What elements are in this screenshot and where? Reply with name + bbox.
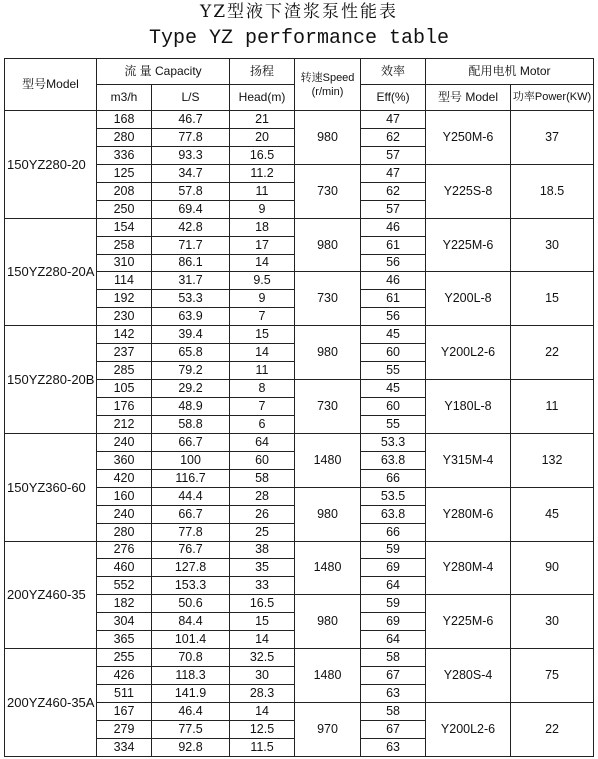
head-cell: 25: [230, 523, 295, 541]
capacity-m3h-cell: 460: [97, 559, 152, 577]
motor-power-cell: 90: [511, 541, 594, 595]
head-cell: 9.5: [230, 272, 295, 290]
capacity-m3h-cell: 420: [97, 469, 152, 487]
speed-cell: 730: [295, 164, 361, 218]
efficiency-cell: 69: [361, 559, 426, 577]
efficiency-cell: 63: [361, 685, 426, 703]
header-eff-en: Eff(%): [361, 85, 426, 111]
capacity-ls-cell: 127.8: [152, 559, 230, 577]
header-model: 型号Model: [5, 59, 97, 111]
head-cell: 14: [230, 254, 295, 272]
capacity-m3h-cell: 365: [97, 631, 152, 649]
efficiency-cell: 64: [361, 631, 426, 649]
efficiency-cell: 59: [361, 595, 426, 613]
efficiency-cell: 53.5: [361, 487, 426, 505]
capacity-m3h-cell: 237: [97, 344, 152, 362]
motor-power-cell: 30: [511, 218, 594, 272]
capacity-m3h-cell: 182: [97, 595, 152, 613]
efficiency-cell: 55: [361, 362, 426, 380]
capacity-ls-cell: 101.4: [152, 631, 230, 649]
efficiency-cell: 58: [361, 702, 426, 720]
motor-power-cell: 15: [511, 272, 594, 326]
capacity-m3h-cell: 240: [97, 505, 152, 523]
speed-cell: 980: [295, 111, 361, 165]
capacity-ls-cell: 92.8: [152, 738, 230, 756]
motor-model-cell: Y200L-8: [426, 272, 511, 326]
capacity-m3h-cell: 334: [97, 738, 152, 756]
head-cell: 21: [230, 111, 295, 129]
capacity-m3h-cell: 276: [97, 541, 152, 559]
efficiency-cell: 57: [361, 200, 426, 218]
speed-cell: 980: [295, 218, 361, 272]
head-cell: 15: [230, 326, 295, 344]
model-name-cell: 150YZ360-60: [5, 433, 97, 541]
efficiency-cell: 47: [361, 164, 426, 182]
table-row: [5, 326, 594, 344]
model-name-cell: 150YZ280-20A: [5, 218, 97, 326]
capacity-ls-cell: 93.3: [152, 146, 230, 164]
capacity-m3h-cell: 192: [97, 290, 152, 308]
capacity-ls-cell: 100: [152, 451, 230, 469]
head-cell: 17: [230, 236, 295, 254]
motor-power-cell: 45: [511, 487, 594, 541]
motor-power-cell: 22: [511, 702, 594, 756]
table-row: [5, 218, 594, 236]
motor-model-cell: Y200L2-6: [426, 702, 511, 756]
header-head-zh: 扬程: [230, 59, 295, 85]
capacity-ls-cell: 39.4: [152, 326, 230, 344]
capacity-m3h-cell: 168: [97, 111, 152, 129]
head-cell: 38: [230, 541, 295, 559]
motor-model-cell: Y225M-6: [426, 218, 511, 272]
capacity-ls-cell: 77.8: [152, 128, 230, 146]
capacity-ls-cell: 44.4: [152, 487, 230, 505]
speed-cell: 980: [295, 326, 361, 380]
capacity-m3h-cell: 167: [97, 702, 152, 720]
speed-cell: 970: [295, 702, 361, 756]
capacity-m3h-cell: 552: [97, 577, 152, 595]
capacity-ls-cell: 57.8: [152, 182, 230, 200]
capacity-m3h-cell: 142: [97, 326, 152, 344]
model-name-cell: 200YZ460-35: [5, 541, 97, 649]
head-cell: 14: [230, 631, 295, 649]
capacity-m3h-cell: 212: [97, 415, 152, 433]
capacity-m3h-cell: 310: [97, 254, 152, 272]
motor-power-cell: 132: [511, 433, 594, 487]
model-name-cell: 150YZ280-20B: [5, 326, 97, 434]
capacity-m3h-cell: 285: [97, 362, 152, 380]
capacity-ls-cell: 29.2: [152, 380, 230, 398]
head-cell: 9: [230, 200, 295, 218]
header-head-en: Head(m): [230, 85, 295, 111]
speed-cell: 730: [295, 272, 361, 326]
capacity-ls-cell: 31.7: [152, 272, 230, 290]
speed-cell: 1480: [295, 433, 361, 487]
performance-table: [4, 58, 594, 757]
capacity-ls-cell: 65.8: [152, 344, 230, 362]
capacity-m3h-cell: 230: [97, 308, 152, 326]
motor-model-cell: Y200L2-6: [426, 326, 511, 380]
efficiency-cell: 60: [361, 344, 426, 362]
head-cell: 26: [230, 505, 295, 523]
capacity-m3h-cell: 105: [97, 380, 152, 398]
efficiency-cell: 67: [361, 720, 426, 738]
capacity-ls-cell: 70.8: [152, 649, 230, 667]
head-cell: 32.5: [230, 649, 295, 667]
capacity-m3h-cell: 279: [97, 720, 152, 738]
capacity-ls-cell: 34.7: [152, 164, 230, 182]
efficiency-cell: 59: [361, 541, 426, 559]
head-cell: 64: [230, 433, 295, 451]
title-english: Type YZ performance table: [148, 27, 450, 50]
efficiency-cell: 66: [361, 523, 426, 541]
capacity-m3h-cell: 208: [97, 182, 152, 200]
table-row: [5, 649, 594, 667]
capacity-ls-cell: 69.4: [152, 200, 230, 218]
efficiency-cell: 45: [361, 380, 426, 398]
efficiency-cell: 46: [361, 272, 426, 290]
capacity-ls-cell: 53.3: [152, 290, 230, 308]
motor-model-cell: Y280S-4: [426, 649, 511, 703]
table-row: [5, 433, 594, 451]
capacity-m3h-cell: 255: [97, 649, 152, 667]
header-speed-label: 转速Speed: [300, 71, 355, 84]
table-body: [5, 111, 594, 757]
capacity-m3h-cell: 114: [97, 272, 152, 290]
head-cell: 11: [230, 362, 295, 380]
efficiency-cell: 66: [361, 469, 426, 487]
capacity-ls-cell: 86.1: [152, 254, 230, 272]
capacity-m3h-cell: 304: [97, 613, 152, 631]
capacity-m3h-cell: 280: [97, 523, 152, 541]
table-row: [5, 541, 594, 559]
efficiency-cell: 62: [361, 128, 426, 146]
speed-cell: 980: [295, 487, 361, 541]
efficiency-cell: 45: [361, 326, 426, 344]
header-eff-zh: 效率: [361, 59, 426, 85]
capacity-m3h-cell: 280: [97, 128, 152, 146]
efficiency-cell: 60: [361, 398, 426, 416]
head-cell: 12.5: [230, 720, 295, 738]
capacity-ls-cell: 118.3: [152, 667, 230, 685]
capacity-m3h-cell: 258: [97, 236, 152, 254]
capacity-m3h-cell: 240: [97, 433, 152, 451]
capacity-m3h-cell: 511: [97, 685, 152, 703]
capacity-m3h-cell: 160: [97, 487, 152, 505]
motor-model-cell: Y225S-8: [426, 164, 511, 218]
head-cell: 28: [230, 487, 295, 505]
header-motor-model: 型号 Model: [426, 85, 511, 111]
motor-power-cell: 37: [511, 111, 594, 165]
capacity-m3h-cell: 125: [97, 164, 152, 182]
speed-cell: 980: [295, 595, 361, 649]
motor-model-cell: Y315M-4: [426, 433, 511, 487]
efficiency-cell: 53.3: [361, 433, 426, 451]
efficiency-cell: 62: [361, 182, 426, 200]
head-cell: 33: [230, 577, 295, 595]
title-chinese: YZ型液下渣浆泵性能表: [199, 2, 399, 22]
capacity-m3h-cell: 176: [97, 398, 152, 416]
motor-model-cell: Y280M-6: [426, 487, 511, 541]
head-cell: 14: [230, 702, 295, 720]
motor-power-cell: 18.5: [511, 164, 594, 218]
efficiency-cell: 67: [361, 667, 426, 685]
header-capacity: 流 量 Capacity: [97, 59, 230, 85]
motor-power-cell: 75: [511, 649, 594, 703]
capacity-ls-cell: 116.7: [152, 469, 230, 487]
motor-power-cell: 11: [511, 380, 594, 434]
head-cell: 20: [230, 128, 295, 146]
model-name-cell: 150YZ280-20: [5, 111, 97, 219]
table-row: [5, 111, 594, 129]
efficiency-cell: 63: [361, 738, 426, 756]
efficiency-cell: 55: [361, 415, 426, 433]
capacity-ls-cell: 71.7: [152, 236, 230, 254]
capacity-ls-cell: 63.9: [152, 308, 230, 326]
head-cell: 28.3: [230, 685, 295, 703]
header-m3h: m3/h: [97, 85, 152, 111]
head-cell: 9: [230, 290, 295, 308]
capacity-ls-cell: 66.7: [152, 433, 230, 451]
model-name-cell: 200YZ460-35A: [5, 649, 97, 757]
head-cell: 14: [230, 344, 295, 362]
head-cell: 30: [230, 667, 295, 685]
efficiency-cell: 58: [361, 649, 426, 667]
efficiency-cell: 63.8: [361, 505, 426, 523]
efficiency-cell: 46: [361, 218, 426, 236]
head-cell: 7: [230, 308, 295, 326]
capacity-ls-cell: 48.9: [152, 398, 230, 416]
efficiency-cell: 61: [361, 236, 426, 254]
capacity-ls-cell: 77.5: [152, 720, 230, 738]
efficiency-cell: 61: [361, 290, 426, 308]
efficiency-cell: 47: [361, 111, 426, 129]
efficiency-cell: 56: [361, 308, 426, 326]
capacity-m3h-cell: 336: [97, 146, 152, 164]
capacity-ls-cell: 76.7: [152, 541, 230, 559]
capacity-ls-cell: 79.2: [152, 362, 230, 380]
head-cell: 6: [230, 415, 295, 433]
motor-power-cell: 22: [511, 326, 594, 380]
motor-power-cell: 30: [511, 595, 594, 649]
capacity-ls-cell: 46.7: [152, 111, 230, 129]
head-cell: 11: [230, 182, 295, 200]
motor-model-cell: Y280M-4: [426, 541, 511, 595]
header-motor-power: 功率Power(KW): [511, 85, 594, 111]
capacity-ls-cell: 42.8: [152, 218, 230, 236]
motor-model-cell: Y250M-6: [426, 111, 511, 165]
capacity-ls-cell: 77.8: [152, 523, 230, 541]
efficiency-cell: 57: [361, 146, 426, 164]
capacity-m3h-cell: 250: [97, 200, 152, 218]
capacity-ls-cell: 66.7: [152, 505, 230, 523]
head-cell: 11.2: [230, 164, 295, 182]
motor-model-cell: Y180L-8: [426, 380, 511, 434]
capacity-ls-cell: 46.4: [152, 702, 230, 720]
head-cell: 18: [230, 218, 295, 236]
head-cell: 58: [230, 469, 295, 487]
efficiency-cell: 69: [361, 613, 426, 631]
head-cell: 16.5: [230, 146, 295, 164]
capacity-ls-cell: 153.3: [152, 577, 230, 595]
head-cell: 11.5: [230, 738, 295, 756]
capacity-ls-cell: 50.6: [152, 595, 230, 613]
speed-cell: 1480: [295, 649, 361, 703]
capacity-m3h-cell: 426: [97, 667, 152, 685]
head-cell: 8: [230, 380, 295, 398]
efficiency-cell: 56: [361, 254, 426, 272]
efficiency-cell: 63.8: [361, 451, 426, 469]
capacity-m3h-cell: 154: [97, 218, 152, 236]
speed-cell: 730: [295, 380, 361, 434]
header-speed-unit: (r/min): [311, 85, 344, 98]
head-cell: 16.5: [230, 595, 295, 613]
head-cell: 35: [230, 559, 295, 577]
capacity-m3h-cell: 360: [97, 451, 152, 469]
capacity-ls-cell: 84.4: [152, 613, 230, 631]
capacity-ls-cell: 58.8: [152, 415, 230, 433]
capacity-ls-cell: 141.9: [152, 685, 230, 703]
header-ls: L/S: [152, 85, 230, 111]
header-motor: 配用电机 Motor: [426, 59, 594, 85]
head-cell: 15: [230, 613, 295, 631]
head-cell: 60: [230, 451, 295, 469]
speed-cell: 1480: [295, 541, 361, 595]
header-speed: [295, 59, 361, 111]
head-cell: 7: [230, 398, 295, 416]
motor-model-cell: Y225M-6: [426, 595, 511, 649]
efficiency-cell: 64: [361, 577, 426, 595]
